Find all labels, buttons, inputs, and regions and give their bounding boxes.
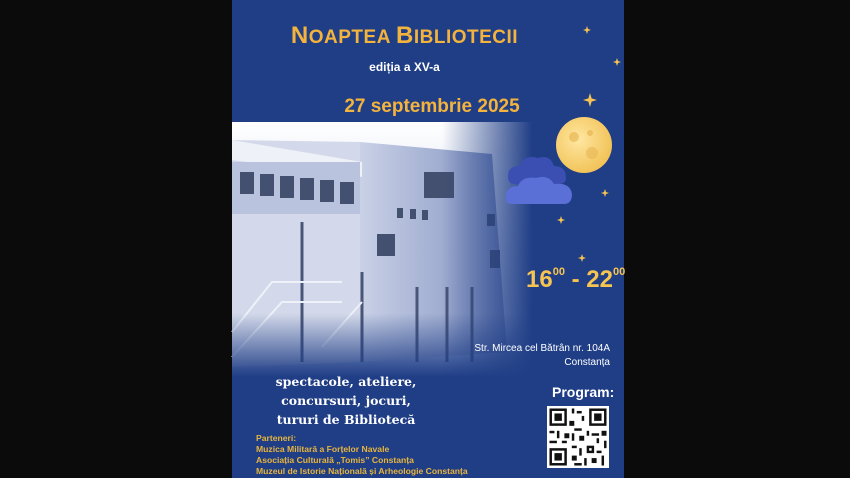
program-label: Program:	[552, 384, 615, 400]
star-icon	[557, 216, 565, 224]
edition-label: ediția a XV-a	[369, 60, 440, 74]
partner-item: Asociația Culturală „Tomis” Constanța	[256, 455, 414, 465]
activities-list	[260, 372, 432, 429]
star-icon	[578, 254, 586, 262]
address-street: Str. Mircea cel Bătrân nr. 104A	[474, 343, 610, 354]
partners-heading: Parteneri:	[256, 433, 297, 443]
cloud-icon	[504, 150, 576, 208]
partner-item: Muzeul de Istorie Națională și Arheologie Constanța	[256, 466, 468, 476]
partners-section	[256, 433, 468, 477]
activities-line: concursuri, jocuri,	[281, 393, 411, 408]
star-icon	[583, 93, 597, 107]
star-icon	[613, 58, 621, 66]
event-poster	[232, 0, 624, 478]
address-city: Constanța	[564, 357, 610, 368]
activities-line: tururi de Bibliotecă	[276, 412, 416, 427]
activities-line: spectacole, ateliere,	[275, 374, 417, 389]
star-icon	[601, 189, 609, 197]
address	[474, 342, 610, 370]
event-date: 27 septembrie 2025	[344, 96, 520, 117]
event-title: NOAPTEA BIBLIOTECII	[290, 22, 519, 49]
qr-code-icon[interactable]	[547, 406, 609, 468]
star-icon	[583, 26, 591, 34]
library-building-image	[232, 122, 532, 377]
event-hours: $16^{00} - 22^{00}$	[526, 266, 626, 293]
partner-item: Muzica Militară a Forțelor Navale	[256, 444, 390, 454]
